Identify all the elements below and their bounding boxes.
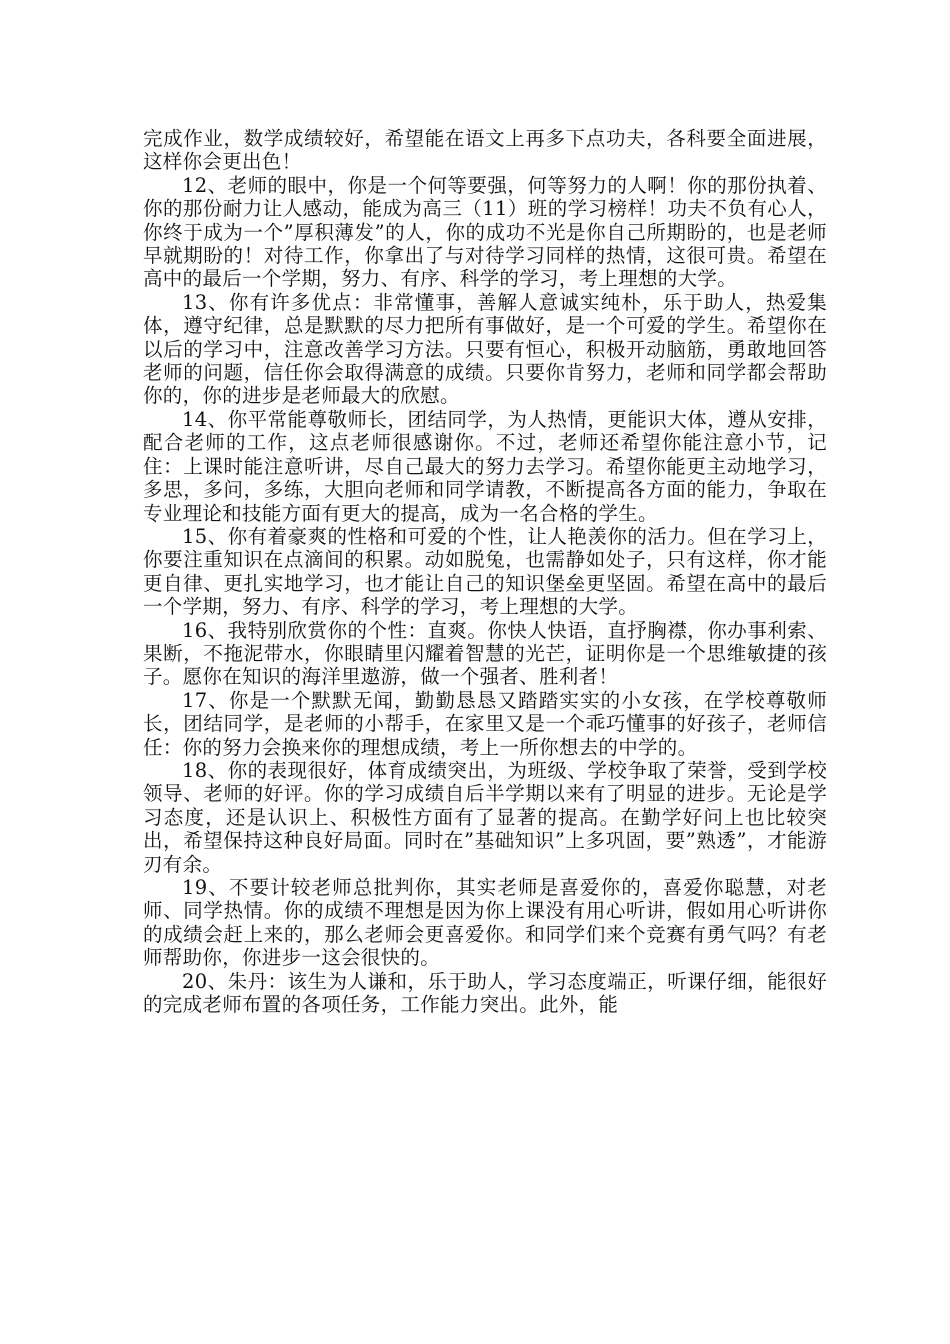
paragraph-comment-19: 19、不要计较老师总批判你，其实老师是喜爱你的，喜爱你聪慧，对老师、同学热情。你的成绩不理想是因为你上课没有用心听讲，假如用心听讲你的成绩会赶上来的，那么老师会更喜爱你。和同学们来个竞赛有勇气吗？有老师帮助你，你进步一这会很快的。 <box>143 876 827 970</box>
paragraph-comment-16: 16、我特别欣赏你的个性：直爽。你快人快语，直抒胸襟，你办事利索、果断，不拖泥带水，你眼睛里闪耀着智慧的光芒，证明你是一个思维敏捷的孩子。愿你在知识的海洋里遨游，做一个强者、胜利者！ <box>143 618 827 689</box>
paragraph-comment-20: 20、朱丹：该生为人谦和，乐于助人，学习态度端正，听课仔细，能很好的完成老师布置的各项任务，工作能力突出。此外，能 <box>143 969 827 1017</box>
paragraph-comment-12: 12、老师的眼中，你是一个何等要强，何等努力的人啊！你的那份执着、你的那份耐力让人感动，能成为高三（11）班的学习榜样！功夫不负有心人，你终于成为一个”厚积薄发”的人，你的成功不光是你自己所期盼的，也是老师早就期盼的！对待工作，你拿出了与对待学习同样的热情，这很可贵。希望在高中的最后一个学期，努力、有序、科学的学习，考上理想的大学。 <box>143 173 827 291</box>
paragraph-comment-15: 15、你有着豪爽的性格和可爱的个性，让人艳羡你的活力。但在学习上，你要注重知识在点滴间的积累。动如脱兔，也需静如处子，只有这样，你才能更自律、更扎实地学习，也才能让自己的知识堡垒更坚固。希望在高中的最后一个学期，努力、有序、科学的学习，考上理想的大学。 <box>143 524 827 619</box>
paragraph-comment-18: 18、你的表现很好，体育成绩突出，为班级、学校争取了荣誉，受到学校领导、老师的好评。你的学习成绩自后半学期以来有了明显的进步。无论是学习态度，还是认识上、积极性方面有了显著的提高。在勤学好问上也比较突出，希望保持这种良好局面。同时在”基础知识”上多巩固，要”熟透”，才能游刃有余。 <box>143 758 827 876</box>
paragraph-comment-17: 17、你是一个默默无闻，勤勤恳恳又踏踏实实的小女孩，在学校尊敬师长，团结同学，是老师的小帮手，在家里又是一个乖巧懂事的好孩子，老师信任：你的努力会换来你的理想成绩，考上一所你想去的中学的。 <box>143 688 827 759</box>
paragraph-comment-13: 13、你有许多优点：非常懂事，善解人意诚实纯朴，乐于助人，热爱集体，遵守纪律，总是默默的尽力把所有事做好，是一个可爱的学生。希望你在以后的学习中，注意改善学习方法。只要有恒心，积极开动脑筋，勇敢地回答老师的问题，信任你会取得满意的成绩。只要你肯努力，老师和同学都会帮助你的，你的进步是老师最大的欣慰。 <box>143 290 827 408</box>
document-body <box>143 127 827 1016</box>
paragraph-comment-14: 14、你平常能尊敬师长，团结同学，为人热情，更能识大体，遵从安排，配合老师的工作，这点老师很感谢你。不过，老师还希望你能注意小节，记住：上课时能注意听讲，尽自己最大的努力去学习。希望你能更主动地学习，多思，多问，多练，大胆向老师和同学请教，不断提高各方面的能力，争取在专业理论和技能方面有更大的提高，成为一名合格的学生。 <box>143 407 827 525</box>
paragraph-continuation: 完成作业，数学成绩较好，希望能在语文上再多下点功夫，各科要全面进展，这样你会更出色！ <box>143 127 827 174</box>
